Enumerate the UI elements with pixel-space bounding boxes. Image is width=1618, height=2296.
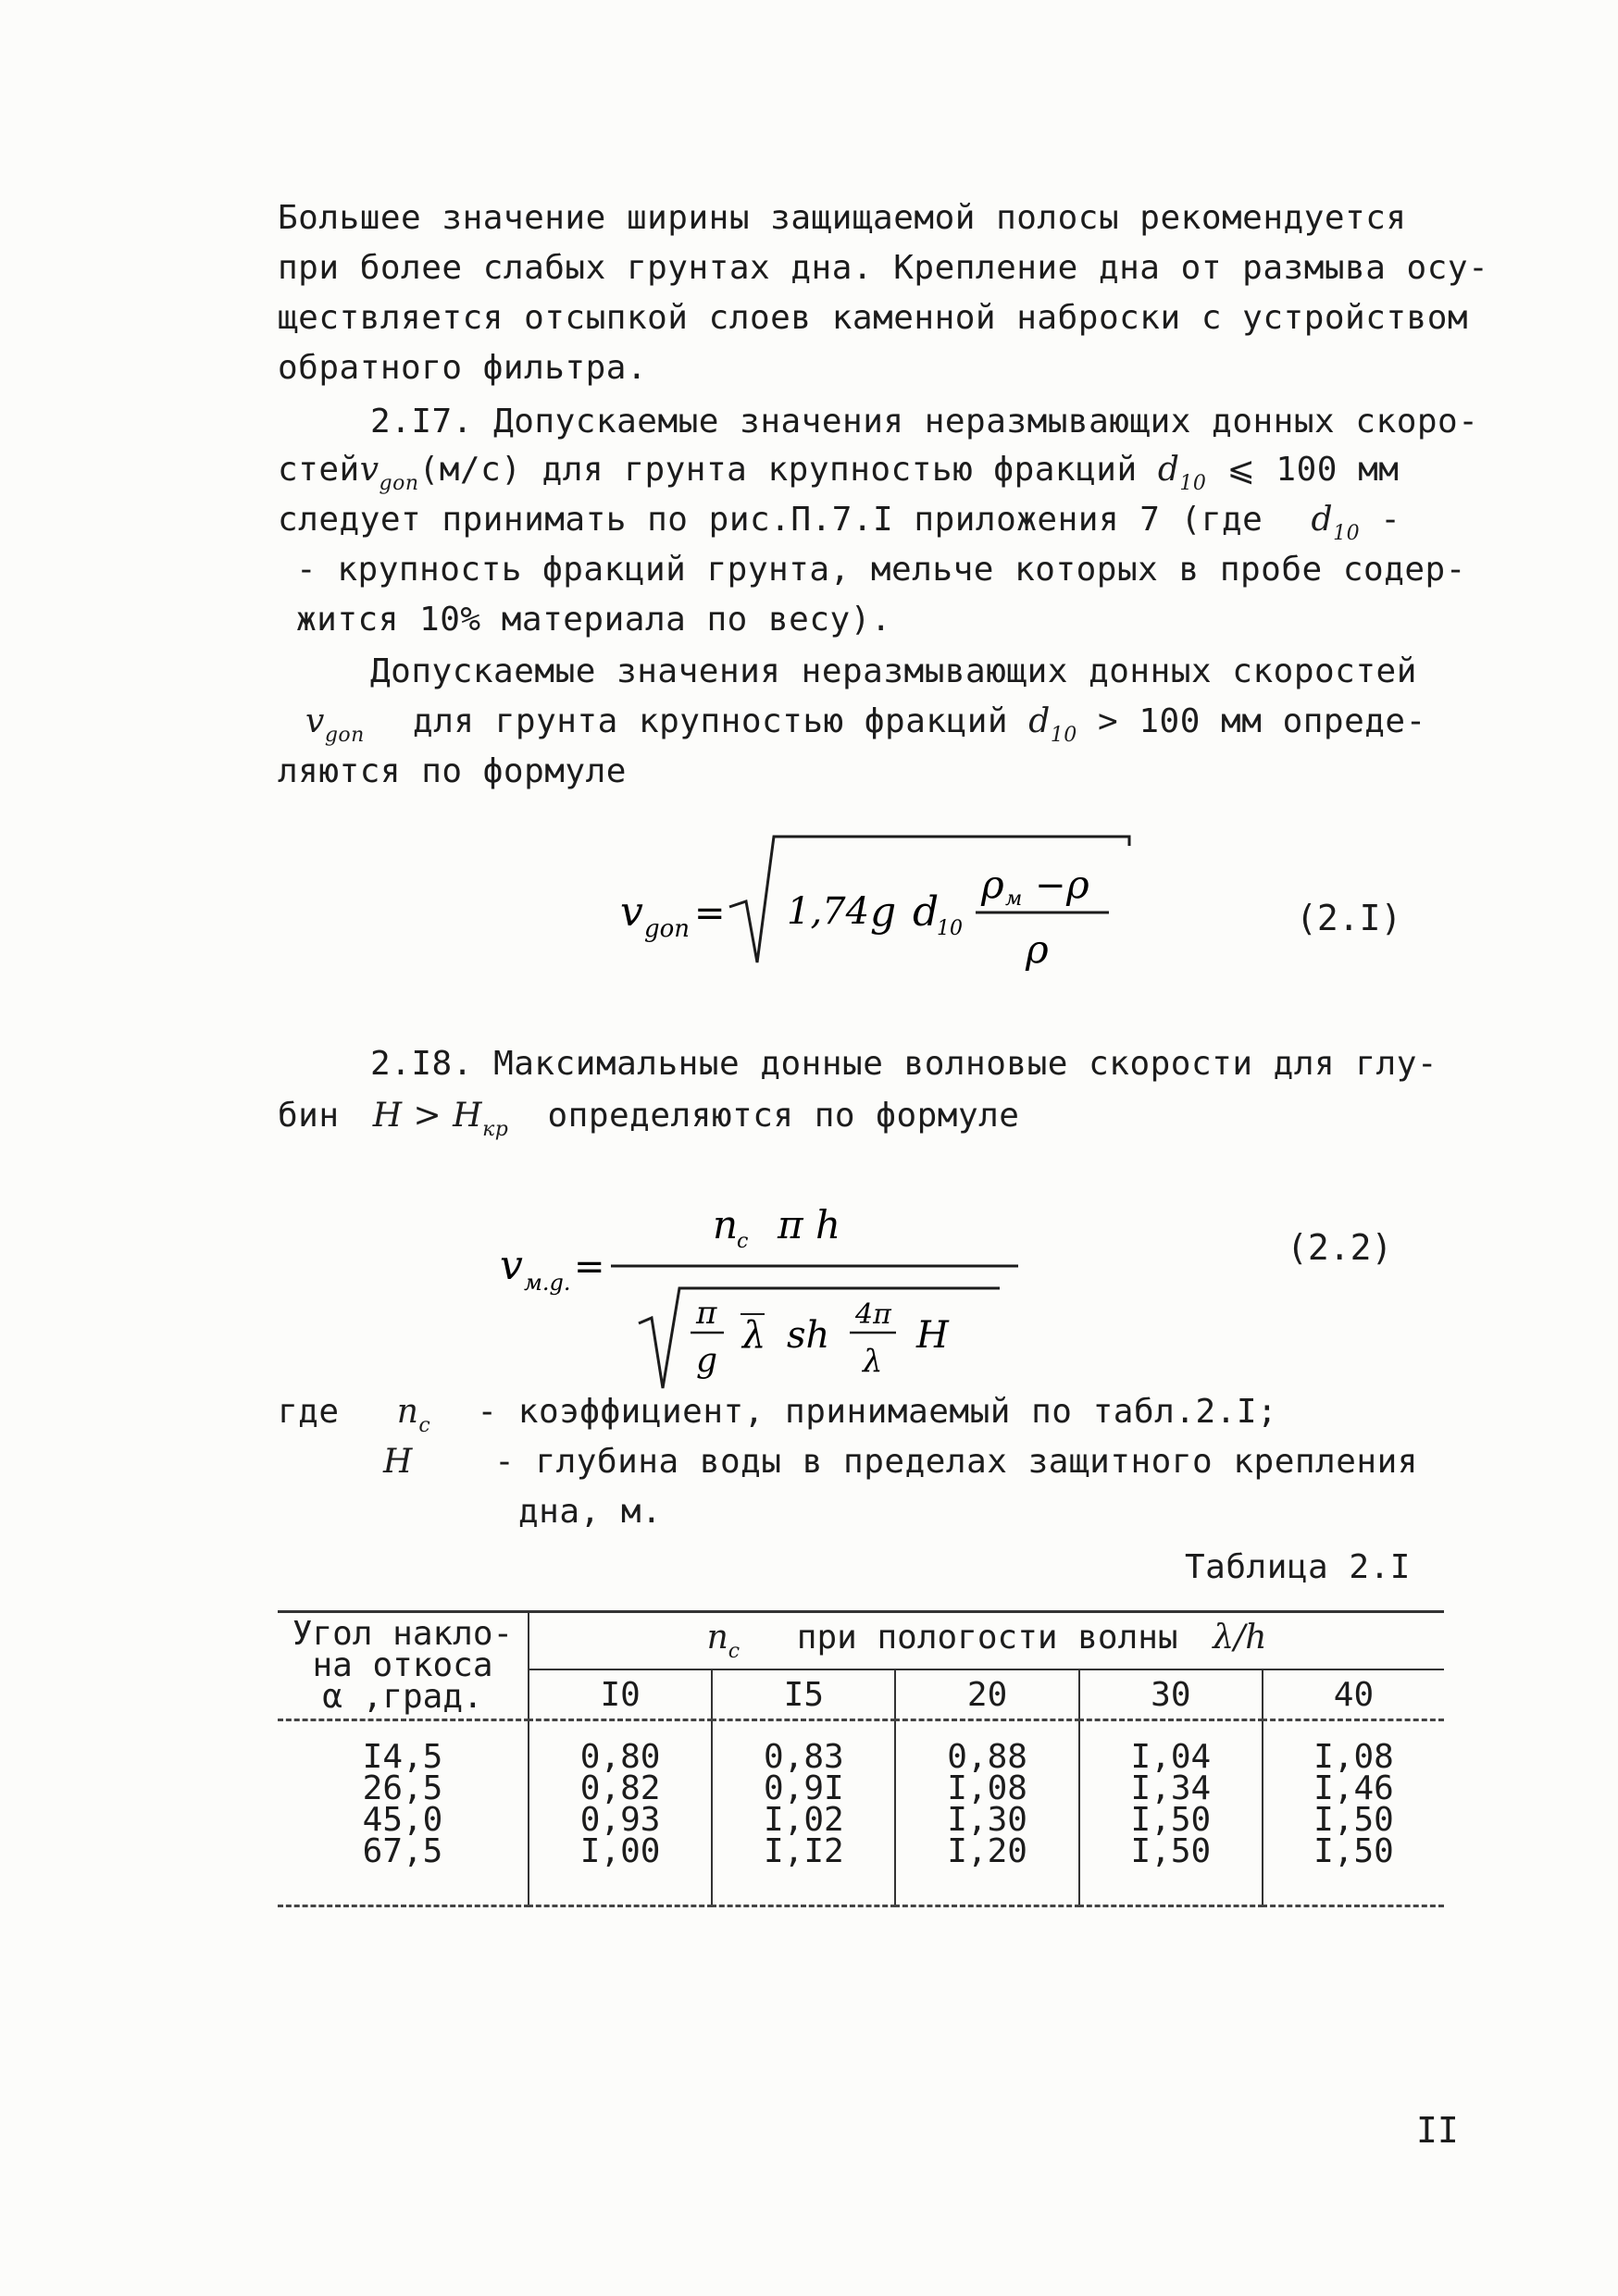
formula-lhs-v: v — [620, 888, 643, 936]
value-cell: I,34 — [1079, 1773, 1263, 1805]
angle-cell: 45,0 — [278, 1805, 529, 1836]
coef-header-text: при пологости волны — [796, 1619, 1178, 1657]
velocity-subscript: gon — [324, 724, 365, 747]
value-cell: I,08 — [895, 1773, 1078, 1805]
formula-rho-m-sub: м — [1005, 887, 1023, 911]
table-caption: Таблица 2.I — [1185, 1548, 1411, 1586]
coef-symbol: n — [706, 1619, 728, 1657]
formula-rho: ρ — [1066, 862, 1089, 907]
text: следует принимать по рис.П.7.I приложения 7 (где — [278, 501, 1263, 539]
angle-cell: 26,5 — [278, 1773, 529, 1805]
table-row — [278, 1805, 1444, 1836]
formula-lhs-sub: gon — [644, 915, 691, 943]
where-label: где — [278, 1393, 340, 1431]
velocity-symbol: v — [359, 451, 380, 489]
formula-lambda: λ — [742, 1314, 766, 1357]
column-header: I0 — [529, 1669, 712, 1720]
section-number: 2.I7. — [370, 403, 473, 441]
depth-condition: H > H — [372, 1097, 483, 1135]
value-cell: I,50 — [1079, 1836, 1263, 1906]
value-cell: 0,82 — [529, 1773, 712, 1805]
formula-H: H — [916, 1314, 949, 1357]
where-n-desc: - коэффициент, принимаемый по табл.2.I; — [477, 1393, 1278, 1431]
text: для грунта крупностью фракций — [413, 702, 1009, 740]
section-number: 2.I8. — [370, 1045, 473, 1083]
formula-frac-lambda: λ — [863, 1343, 883, 1380]
value-cell: 0,83 — [712, 1720, 895, 1774]
section-217-line-8: ляются по формуле — [278, 752, 627, 790]
section-217-line-5: жится 10% материала по весу). — [296, 601, 892, 639]
formula-frac-pi: π — [696, 1295, 717, 1332]
paragraph-line: Большее значение ширины защищаемой полосы рекомендуется — [278, 199, 1407, 237]
value-cell: I,00 — [529, 1836, 712, 1906]
column-header: 20 — [895, 1669, 1078, 1720]
formula-frac-g: g — [696, 1342, 718, 1380]
formula-2-1 — [592, 805, 1185, 1018]
formula-2-2 — [481, 1194, 1129, 1416]
diameter-symbol: d — [1157, 451, 1180, 489]
formula-lhs-v: v — [500, 1242, 523, 1289]
where-line-2 — [383, 1442, 1418, 1483]
formula-sh: sh — [787, 1314, 830, 1357]
text: определяются по формуле — [547, 1097, 1020, 1135]
diameter-subscript: 10 — [1179, 472, 1207, 495]
text: стей — [278, 451, 360, 489]
section-217-line-2 — [278, 450, 1399, 504]
section-217-line-4: - крупность фракций грунта, мельче которых в пробе содер- — [296, 551, 1466, 589]
value-cell: 0,93 — [529, 1805, 712, 1836]
column-header: I5 — [712, 1669, 895, 1720]
diameter-subscript: 10 — [1050, 724, 1077, 747]
text: Допускаемые значения неразмывающих донных скоро- — [493, 403, 1479, 441]
value-cell: I,08 — [1313, 1738, 1394, 1776]
page-number: II — [1416, 2110, 1459, 2151]
angle-header-line: Угол накло- — [292, 1615, 514, 1653]
value-cell: 0,88 — [895, 1720, 1078, 1774]
value-cell: I,02 — [712, 1805, 895, 1836]
value-cell: 0,80 — [529, 1720, 712, 1774]
text: - — [1380, 501, 1401, 539]
where-line-1 — [278, 1392, 1277, 1446]
formula-rho-m: ρ — [981, 862, 1004, 907]
section-218-line-1 — [370, 1044, 1438, 1085]
data-table — [278, 1610, 1444, 1907]
text: > 100 мм опреде- — [1098, 702, 1426, 740]
value-cell: 0,9I — [712, 1773, 895, 1805]
where-line-3: дна, м. — [518, 1493, 663, 1531]
where-n-symbol: n — [396, 1393, 419, 1431]
formula-number: (2.2) — [1287, 1227, 1393, 1268]
paragraph-line: при более слабых грунтах дна. Крепление дна от размыва осу- — [278, 249, 1489, 287]
formula-n-sub: c — [737, 1230, 749, 1253]
paragraph-line: обратного фильтра. — [278, 349, 648, 387]
value-cell: I,20 — [895, 1836, 1078, 1906]
diameter-symbol: d — [1028, 702, 1051, 740]
section-217-line-3 — [278, 500, 1400, 554]
table-header-row — [278, 1612, 1444, 1670]
section-217-line-6: Допускаемые значения неразмывающих донных скоростей — [370, 652, 1417, 690]
coef-header — [529, 1612, 1444, 1670]
diameter-subscript: 10 — [1333, 522, 1361, 545]
value-cell: I,50 — [1313, 1832, 1394, 1870]
formula-pi-h: π h — [778, 1202, 841, 1247]
formula-minus: − — [1035, 864, 1066, 907]
formula-equals: = — [574, 1246, 605, 1288]
formula-n: n — [713, 1202, 739, 1247]
where-h-desc: - глубина воды в пределах защитного крепления — [494, 1443, 1418, 1481]
formula-d-sub: 10 — [937, 917, 963, 940]
table-row — [278, 1720, 1444, 1774]
where-h-symbol: H — [383, 1443, 413, 1481]
column-header: 30 — [1079, 1669, 1263, 1720]
formula-equals: = — [694, 892, 726, 935]
text: ⩽ 100 мм — [1226, 451, 1400, 489]
text: бин — [278, 1097, 340, 1135]
value-cell: I,50 — [1079, 1805, 1263, 1836]
depth-condition-sub: кр — [482, 1118, 509, 1141]
text: Максимальные донные волновые скорости для глу- — [493, 1045, 1438, 1083]
formula-coef: 1,74 — [787, 890, 870, 933]
value-cell: I,50 — [1313, 1801, 1394, 1839]
formula-lhs-sub: м.g. — [524, 1270, 571, 1296]
diameter-symbol: d — [1311, 501, 1334, 539]
value-cell: I,30 — [895, 1805, 1078, 1836]
velocity-symbol: v — [305, 702, 325, 740]
section-218-line-2 — [278, 1096, 1019, 1150]
wave-ratio: λ/h — [1213, 1619, 1267, 1657]
coef-subscript: c — [728, 1640, 741, 1663]
column-header: 40 — [1333, 1675, 1375, 1714]
formula-g: g — [870, 888, 897, 936]
value-cell: I,I2 — [712, 1836, 895, 1906]
angle-header — [278, 1612, 529, 1720]
value-cell: I,46 — [1313, 1769, 1394, 1807]
text: (м/с) для грунта крупностью фракций — [418, 451, 1138, 489]
formula-den-rho: ρ — [1026, 926, 1049, 972]
velocity-subscript: gon — [379, 472, 419, 495]
section-217-line-7 — [305, 701, 1426, 756]
paragraph-line: ществляется отсыпкой слоев каменной наброски с устройством — [278, 299, 1469, 337]
angle-cell: I4,5 — [278, 1720, 529, 1774]
table-row — [278, 1836, 1444, 1906]
angle-cell: 67,5 — [278, 1836, 529, 1906]
section-217-line-1 — [370, 402, 1478, 442]
formula-number: (2.I) — [1296, 898, 1402, 938]
value-cell: I,04 — [1079, 1720, 1263, 1774]
angle-header-line: α ,град. — [322, 1678, 483, 1716]
formula-d: d — [913, 888, 940, 936]
angle-header-line: на откоса — [312, 1646, 493, 1684]
where-n-sub: c — [418, 1414, 431, 1437]
formula-frac-4pi: 4π — [855, 1298, 891, 1331]
table-row — [278, 1773, 1444, 1805]
